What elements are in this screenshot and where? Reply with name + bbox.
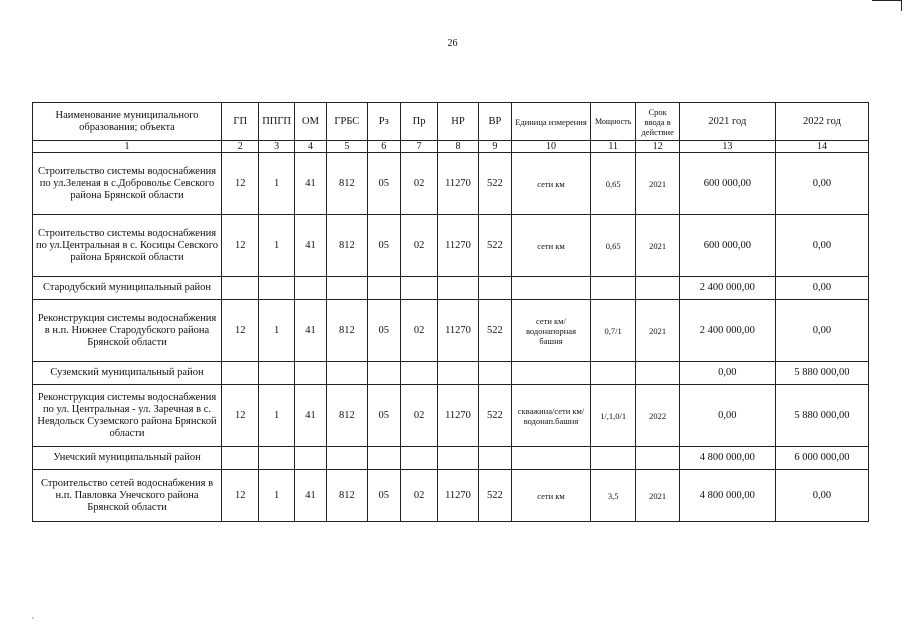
cell-grbs [327, 362, 367, 385]
cell-y2021: 2 400 000,00 [679, 277, 775, 300]
project-row [33, 153, 869, 215]
cell-unit: сети км [512, 470, 591, 522]
column-number: 2 [222, 141, 259, 153]
cell-unit [512, 362, 591, 385]
header-2022: 2022 год [775, 103, 868, 141]
cell-vr: 522 [478, 470, 511, 522]
district-row [33, 362, 869, 385]
cell-om: 41 [294, 470, 326, 522]
cell-y2022: 5 880 000,00 [775, 385, 868, 447]
cell-vr [478, 447, 511, 470]
cell-vr: 522 [478, 153, 511, 215]
cell-gp [222, 277, 259, 300]
header-rz: Рз [367, 103, 400, 141]
cell-ppgp: 1 [259, 300, 294, 362]
cell-year [636, 277, 679, 300]
cell-nr: 11270 [438, 385, 478, 447]
cell-capacity [590, 277, 635, 300]
header-pr: Пр [400, 103, 437, 141]
cell-year [636, 362, 679, 385]
cell-rz [367, 277, 400, 300]
cell-year: 2021 [636, 300, 679, 362]
cell-nr: 11270 [438, 300, 478, 362]
column-number: 4 [294, 141, 326, 153]
header-unit: Единица измерения [512, 103, 591, 141]
cell-name: Строительство системы водоснабжения по ул.Зеленая в с.Добровольє Севского района Брянской области [33, 153, 222, 215]
project-row [33, 215, 869, 277]
cell-grbs [327, 447, 367, 470]
column-number: 8 [438, 141, 478, 153]
cell-rz: 05 [367, 153, 400, 215]
cell-y2021: 4 800 000,00 [679, 470, 775, 522]
cell-gp: 12 [222, 153, 259, 215]
cell-gp: 12 [222, 215, 259, 277]
cell-unit: сети км/водонапорная башня [512, 300, 591, 362]
cell-year: 2022 [636, 385, 679, 447]
corner-mark [872, 0, 902, 1]
cell-year [636, 447, 679, 470]
cell-vr: 522 [478, 300, 511, 362]
cell-pr [400, 277, 437, 300]
cell-y2021: 4 800 000,00 [679, 447, 775, 470]
cell-nr [438, 362, 478, 385]
cell-ppgp: 1 [259, 215, 294, 277]
cell-capacity: 0,7/1 [590, 300, 635, 362]
cell-unit: скважина/сети км/водонап.башня [512, 385, 591, 447]
column-number: 13 [679, 141, 775, 153]
column-number: 7 [400, 141, 437, 153]
header-commissioning: Срок ввода в действие [636, 103, 679, 141]
cell-ppgp: 1 [259, 153, 294, 215]
column-number-row [33, 141, 869, 153]
cell-om: 41 [294, 385, 326, 447]
budget-table [32, 102, 869, 522]
cell-vr: 522 [478, 385, 511, 447]
cell-pr: 02 [400, 300, 437, 362]
header-row [33, 103, 869, 141]
cell-capacity: 3,5 [590, 470, 635, 522]
cell-name: Стародубский муниципальный район [33, 277, 222, 300]
cell-om: 41 [294, 153, 326, 215]
cell-pr [400, 362, 437, 385]
cell-name: Строительство сетей водоснабжения в н.п. Павловка Унечского района Брянской области [33, 470, 222, 522]
header-ppgp: ППГП [259, 103, 294, 141]
cell-y2022: 6 000 000,00 [775, 447, 868, 470]
cell-nr: 11270 [438, 153, 478, 215]
cell-nr: 11270 [438, 215, 478, 277]
cell-rz [367, 447, 400, 470]
district-row [33, 277, 869, 300]
header-capacity: Мощность [590, 103, 635, 141]
cell-capacity [590, 362, 635, 385]
cell-name: Реконструкция системы водоснабжения по ул. Центральная - ул. Заречная в с. Невдольск Суземского района Брянской области [33, 385, 222, 447]
cell-grbs [327, 277, 367, 300]
cell-rz: 05 [367, 470, 400, 522]
cell-pr: 02 [400, 470, 437, 522]
column-number: 12 [636, 141, 679, 153]
scan-dot [32, 617, 34, 619]
cell-year: 2021 [636, 215, 679, 277]
cell-capacity: 0,65 [590, 153, 635, 215]
page-number: 26 [447, 38, 458, 49]
cell-y2021: 600 000,00 [679, 153, 775, 215]
cell-nr: 11270 [438, 470, 478, 522]
cell-grbs: 812 [327, 215, 367, 277]
cell-gp: 12 [222, 300, 259, 362]
cell-ppgp [259, 277, 294, 300]
corner-mark-vertical [901, 0, 902, 11]
cell-y2021: 600 000,00 [679, 215, 775, 277]
cell-y2022: 5 880 000,00 [775, 362, 868, 385]
header-vr: ВР [478, 103, 511, 141]
cell-y2022: 0,00 [775, 300, 868, 362]
cell-rz: 05 [367, 215, 400, 277]
cell-name: Реконструкция системы водоснабжения в н.п. Нижнее Стародубского района Брянской области [33, 300, 222, 362]
cell-nr [438, 447, 478, 470]
cell-ppgp: 1 [259, 385, 294, 447]
cell-ppgp [259, 447, 294, 470]
cell-gp [222, 447, 259, 470]
cell-y2021: 0,00 [679, 362, 775, 385]
cell-gp: 12 [222, 470, 259, 522]
column-number: 10 [512, 141, 591, 153]
cell-unit: сети км [512, 153, 591, 215]
cell-om: 41 [294, 300, 326, 362]
cell-y2022: 0,00 [775, 277, 868, 300]
cell-gp [222, 362, 259, 385]
cell-unit [512, 277, 591, 300]
cell-year: 2021 [636, 153, 679, 215]
cell-pr [400, 447, 437, 470]
cell-vr [478, 277, 511, 300]
cell-name: Унечский муниципальный район [33, 447, 222, 470]
cell-om [294, 362, 326, 385]
cell-vr [478, 362, 511, 385]
cell-om [294, 447, 326, 470]
header-2021: 2021 год [679, 103, 775, 141]
header-name: Наименование муниципального образования; объекта [33, 103, 222, 141]
cell-vr: 522 [478, 215, 511, 277]
cell-unit [512, 447, 591, 470]
cell-capacity: 0,65 [590, 215, 635, 277]
project-row [33, 300, 869, 362]
cell-rz [367, 362, 400, 385]
cell-y2022: 0,00 [775, 153, 868, 215]
column-number: 9 [478, 141, 511, 153]
header-grbs: ГРБС [327, 103, 367, 141]
district-row [33, 447, 869, 470]
cell-name: Суземский муниципальный район [33, 362, 222, 385]
cell-rz: 05 [367, 300, 400, 362]
column-number: 11 [590, 141, 635, 153]
cell-grbs: 812 [327, 385, 367, 447]
cell-y2021: 2 400 000,00 [679, 300, 775, 362]
header-nr: НР [438, 103, 478, 141]
cell-year: 2021 [636, 470, 679, 522]
cell-ppgp: 1 [259, 470, 294, 522]
column-number: 1 [33, 141, 222, 153]
project-row [33, 470, 869, 522]
cell-y2022: 0,00 [775, 470, 868, 522]
cell-y2022: 0,00 [775, 215, 868, 277]
cell-pr: 02 [400, 385, 437, 447]
cell-rz: 05 [367, 385, 400, 447]
cell-name: Строительство системы водоснабжения по ул.Центральная в с. Косицы Севского района Брянской области [33, 215, 222, 277]
cell-ppgp [259, 362, 294, 385]
cell-pr: 02 [400, 153, 437, 215]
project-row [33, 385, 869, 447]
column-number: 6 [367, 141, 400, 153]
column-number: 5 [327, 141, 367, 153]
cell-unit: сети км [512, 215, 591, 277]
cell-grbs: 812 [327, 153, 367, 215]
cell-y2021: 0,00 [679, 385, 775, 447]
cell-pr: 02 [400, 215, 437, 277]
column-number: 14 [775, 141, 868, 153]
column-number: 3 [259, 141, 294, 153]
cell-grbs: 812 [327, 470, 367, 522]
cell-om: 41 [294, 215, 326, 277]
cell-nr [438, 277, 478, 300]
cell-grbs: 812 [327, 300, 367, 362]
header-om: ОМ [294, 103, 326, 141]
header-gp: ГП [222, 103, 259, 141]
cell-gp: 12 [222, 385, 259, 447]
cell-capacity [590, 447, 635, 470]
cell-capacity: 1/,1,0/1 [590, 385, 635, 447]
cell-om [294, 277, 326, 300]
